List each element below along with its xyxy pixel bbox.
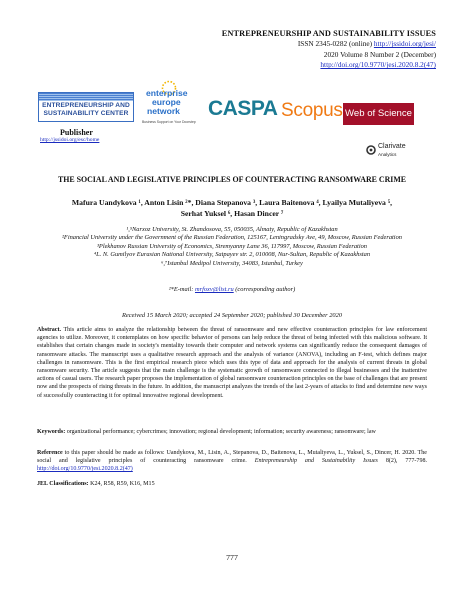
reference-paragraph [37, 449, 427, 474]
article-dates: Received 15 March 2020; accepted 24 September 2020; published 30 December 2020 [122, 312, 342, 319]
journal-name: ENTREPRENEURSHIP AND SUSTAINABILITY ISSUES [221, 29, 436, 38]
abstract-label: Abstract. [37, 327, 62, 333]
een-line-1: enterprise [146, 88, 188, 98]
een-subtitle: Business Support on Your Doorstep [142, 120, 196, 124]
keywords-label: Keywords: [37, 429, 66, 435]
affiliation-5: ⁶,⁷Istanbul Medipol University, 34083, Istanbul, Turkey [161, 259, 303, 267]
keywords-paragraph [37, 428, 427, 436]
affiliations [40, 226, 424, 268]
esc-logo-stripes [39, 93, 133, 101]
authors-line-2: Serhat Yuksel ⁶, Hasan Dincer ⁷ [180, 208, 284, 218]
issn-line [222, 39, 436, 49]
jel-paragraph [37, 480, 427, 488]
web-of-science-logo: Web of Science [343, 103, 414, 125]
email-suffix: (corresponding author) [233, 286, 296, 293]
page-number: 777 [226, 553, 238, 562]
affiliation-2: ²Financial University under the Government of the Russian Federation, 125167, Leningradsky Ave, 49, Moscow, Russian Federation [62, 234, 402, 242]
author-list [40, 198, 424, 219]
affiliation-3: ³Plekhanov Russian University of Economics, Stremyanny Lane 36, 117997, Moscow, Russian Federation [97, 242, 367, 250]
abstract-paragraph [37, 326, 427, 400]
esc-logo-text: ENTREPRENEURSHIP AND SUSTAINABILITY CENTER [42, 102, 130, 117]
clarivate-subtext: Analytics [378, 152, 397, 157]
clarivate-mark-icon [366, 145, 376, 155]
article-title: THE SOCIAL AND LEGISLATIVE PRINCIPLES OF COUNTERACTING RANSOMWARE CRIME [57, 175, 407, 184]
abstract-text: This article aims to analyze the relationship between the threat of ransomware and new effective counteraction principles for law enforcement agencies to utilize. Moreover, it contemplates on how specific behavior of persons can help reduce the threat of being infected with this malicious software. It establishes that certain changes made in society's mentality towards their computer and network systems can significantly reduce the consequent damages of ransomware attacks. The manuscript uses a qualitative research approach and the analysis of variance (ANOVA), including an F-test, which defines major challenges in ransomware. This is the first empirical research piece which uses this type of data and approach for the analysis of current threats in global ransomware security. The article suggests that the main challenge is the systematic growth of ransomware connected to illegal businesses and the inattentive actions of casual users. The research paper proposes the implementation of global ransomware counteraction principles on the base of challenges that are present now and the prospects of rising threats in the future. In addition, the manuscript analyzes the trends of the last 2-years of attacks to find and determine new ways of successfully counteracting it for optimal innovative regional development. [37, 327, 427, 399]
esc-logo [38, 92, 134, 122]
reference-tail: 8(2), 777-798. [377, 458, 428, 465]
authors-line-1: Mafura Uandykova ¹, Anton Lisin ²*, Diana Stepanova ³, Laura Baitenova ⁴, Lyailya Mutaliyeva ⁵, [71, 198, 393, 207]
reference-doi-link[interactable]: http://doi.org/10.9770/jesi.2020.8.2(47) [37, 466, 133, 473]
email-link[interactable]: mrfoxv@list.ru [194, 286, 234, 293]
journal-doi-link[interactable]: http://doi.org/10.9770/jesi.2020.8.2(47) [320, 60, 436, 70]
email-prefix: ²*E-mail: [168, 286, 195, 293]
scopus-logo: Scopus [281, 100, 343, 121]
affiliation-1: ¹,⁵Narxoz University, St. Zhandosova, 55, 050035, Almaty, Republic of Kazakhstan [126, 226, 338, 233]
affiliation-4: ⁴L. N. Gumilyov Eurasian National University, Satpayev str. 2, 010008, Nur-Sultan, Republic of Kazakhstan [93, 251, 371, 259]
issn-text: ISSN 2345-0282 (online) [297, 39, 374, 49]
issn-link[interactable]: http://jssidoi.org/jesi/ [373, 39, 436, 49]
journal-header [222, 29, 436, 71]
jel-label: JEL Classifications: [37, 481, 89, 487]
caspa-logo: CASPA [208, 97, 278, 120]
clarivate-text: Clarivate [378, 143, 406, 150]
reference-label: Reference [37, 450, 63, 456]
jel-text: K24, R58, R59, K16, M15 [90, 481, 155, 487]
reference-journal: Entrepreneurship and Sustainability Issues [254, 458, 378, 465]
een-line-2: europe [152, 97, 181, 107]
publisher-label: Publisher [60, 128, 93, 137]
keywords-text: organizational performance; cybercrimes; innovation; regional development; information; security awareness; ransomware; law [66, 429, 376, 435]
volume-line: 2020 Volume 8 Number 2 (December) [323, 49, 436, 59]
reference-text: to this paper should be made as follows: Uandykova, M., Lisin, A., Stepanova, D., Baitenova, L., Mutaliyeva, L., Yuksel, S., Dincer, H. 2020. The social and legislative principles of counteracting ransomware crime. [37, 450, 427, 465]
een-logo [142, 80, 198, 128]
publisher-link[interactable]: http://jssidoi.org/esc/home [40, 137, 100, 143]
corresponding-email [0, 286, 464, 293]
een-line-3: network [147, 106, 180, 116]
